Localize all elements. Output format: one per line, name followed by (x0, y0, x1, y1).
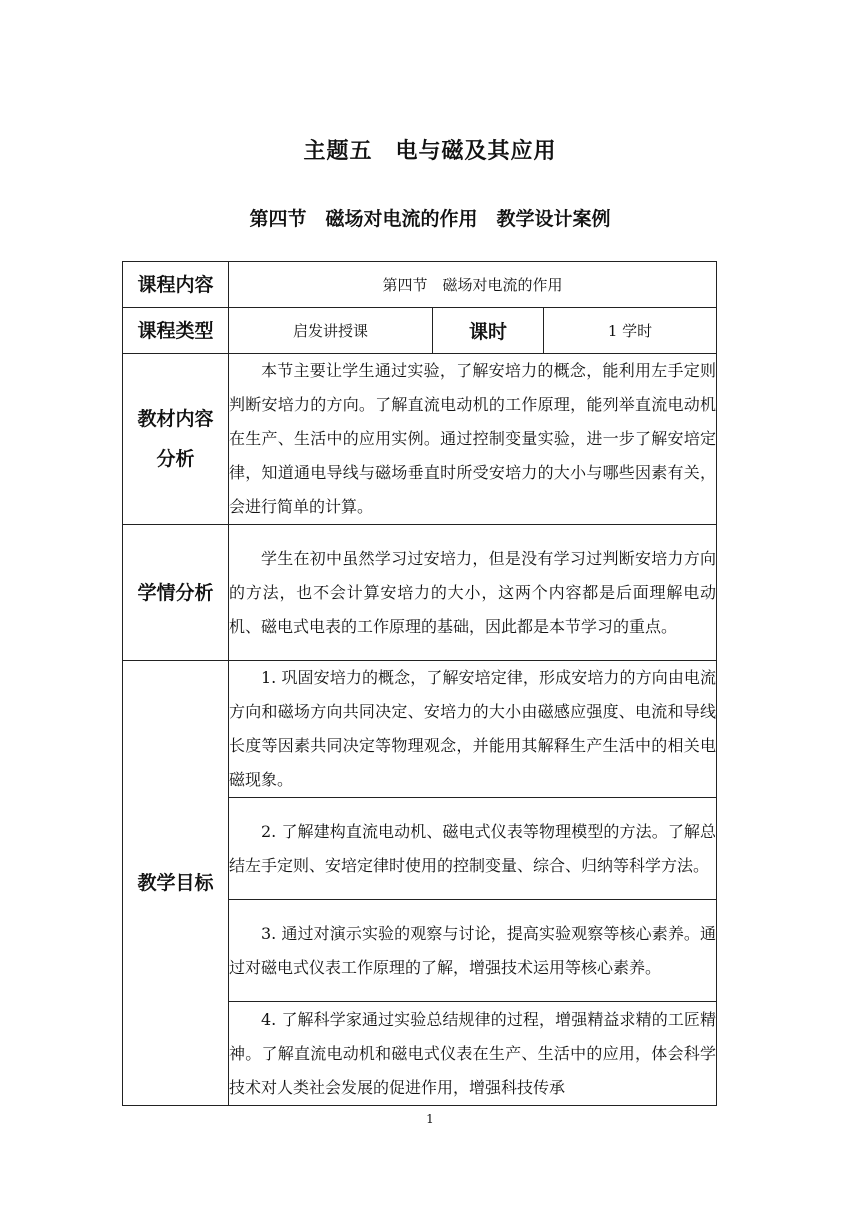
page-title: 主题五 电与磁及其应用 (303, 139, 557, 164)
page-subtitle: 第四节 磁场对电流的作用 教学设计案例 (249, 208, 611, 230)
material-analysis-label-line1: 教材内容 (137, 408, 214, 430)
row-course-content (123, 262, 717, 308)
hours-value: 1 学时 (544, 308, 717, 354)
row-goal-1 (123, 661, 717, 798)
goal-item-4: 4. 了解科学家通过实验总结规律的过程，增强精益求精的工匠精神。了解直流电动机和磁电式仪表在生产、生活中的应用，体会科学技术对人类社会发展的促进作用，增强科技传承 (229, 1002, 717, 1106)
row-material-analysis (123, 354, 717, 525)
material-analysis-label (123, 354, 229, 525)
teaching-goals-label: 教学目标 (123, 661, 229, 1106)
row-course-type (123, 308, 717, 354)
row-student-analysis (123, 525, 717, 661)
goal-item-2: 2. 了解建构直流电动机、磁电式仪表等物理模型的方法。了解总结左手定则、安培定律时使用的控制变量、综合、归纳等科学方法。 (229, 798, 717, 900)
student-analysis-text: 学生在初中虽然学习过安培力，但是没有学习过判断安培力方向的方法，也不会计算安培力的大小，这两个内容都是后面理解电动机、磁电式电表的工作原理的基础，因此都是本节学习的重点。 (229, 525, 717, 661)
student-analysis-label: 学情分析 (123, 525, 229, 661)
hours-label: 课时 (433, 308, 544, 354)
goal-item-1: 1. 巩固安培力的概念，了解安培定律，形成安培力的方向由电流方向和磁场方向共同决定、安培力的大小由磁感应强度、电流和导线长度等因素共同决定等物理观念，并能用其解释生产生活中的相关电磁现象。 (229, 661, 717, 798)
course-content-label: 课程内容 (123, 262, 229, 308)
lesson-plan-table (122, 261, 717, 1106)
material-analysis-label-line2: 分析 (156, 448, 195, 470)
course-content-value: 第四节 磁场对电流的作用 (229, 262, 717, 308)
course-type-label: 课程类型 (123, 308, 229, 354)
page-number: 1 (426, 1112, 434, 1126)
course-type-value: 启发讲授课 (229, 308, 433, 354)
material-analysis-text: 本节主要让学生通过实验，了解安培力的概念，能利用左手定则判断安培力的方向。了解直流电动机的工作原理，能列举直流电动机在生产、生活中的应用实例。通过控制变量实验，进一步了解安培定律，知道通电导线与磁场垂直时所受安培力的大小与哪些因素有关，会进行简单的计算。 (229, 354, 717, 525)
goal-item-3: 3. 通过对演示实验的观察与讨论，提高实验观察等核心素养。通过对磁电式仪表工作原理的了解，增强技术运用等核心素养。 (229, 900, 717, 1002)
